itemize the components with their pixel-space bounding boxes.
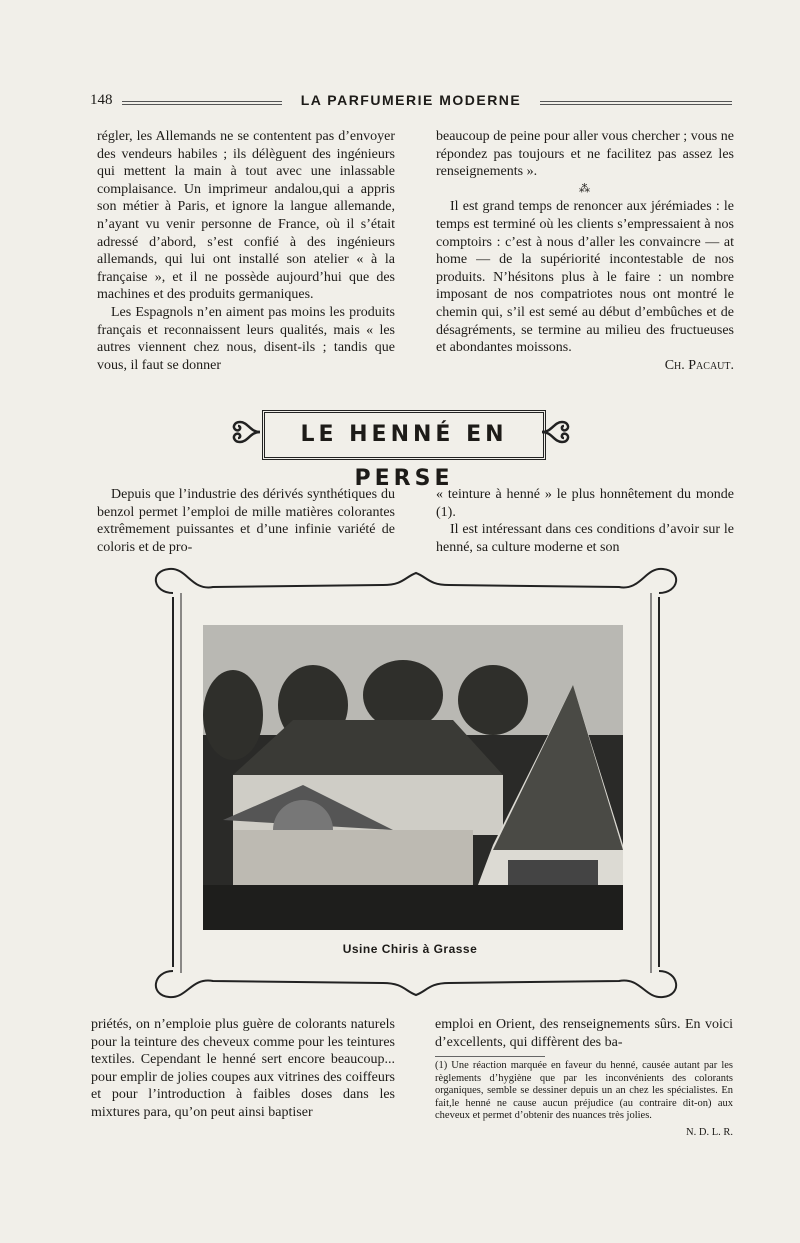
ornament-right-icon: [540, 414, 574, 450]
footnote-initials: N. D. L. R.: [686, 1126, 733, 1138]
intro-right-column: [436, 486, 734, 556]
figure-caption: Usine Chiris à Grasse: [342, 942, 478, 956]
continuation-left-column: [91, 1016, 395, 1122]
paragraph: Il est intéressant dans ces conditions d’avoir sur le henné, sa culture moderne et son: [436, 522, 734, 555]
header-rule-right: [540, 101, 732, 105]
paragraph: emploi en Orient, des renseignements sûrs. En voici d’excellents, qui diffèrent des ba-: [435, 1017, 733, 1050]
paragraph: priétés, on n’emploie plus guère de colorants naturels pour la teinture des cheveux comme pour les teintures textiles. Cependant le henné sert encore beaucoup... pour emplir de jolies coupes aux vitrines des coiffeurs et pour l’introduction à faibles doses dans les mixtures para, qu’on peut ainsi baptiser: [91, 1017, 395, 1120]
paragraph: Il est grand temps de renoncer aux jérémiades : le temps est terminé où les clients s’empressaient à nos comptoirs : c’est à nous d’aller les convaincre — at home — de la supériorité incontestable de nos produits. N’hésitons plus à le faire : un nombre imposant de nos compatriotes nous ont montré le chemin qui, s’il est semé au début d’embûches et de désagréments, se termine au milieu des fructueuses et abondantes moissons.: [436, 199, 734, 356]
paragraph: régler, les Allemands ne se contentent pas d’envoyer des vendeurs habiles ; ils délèguent des ingénieurs qui mettent la main à tout avec une inlassable complaisance. Un imprimeur andalou,qui a appris son métier à Paris, et ignore la langue allemande, n’ayant vu venir personne de France, où il s’était adressé d’abord, s’est confié à des ingénieurs allemands, qui lui ont installé son atelier « à la française », et il ne possède aujourd’hui que des machines et des produits germaniques.: [97, 129, 395, 303]
paragraph: Les Espagnols n’en aiment pas moins les produits français et reconnaissent leurs qualités, mais « les autres viennent chez nous, disent-ils ; tandis que vous, il faut se donner: [97, 304, 395, 373]
article-title-box: [262, 410, 546, 491]
top-left-column: [97, 128, 395, 374]
footnote-rule: [435, 1056, 545, 1057]
journal-title: LA PARFUMERIE MODERNE: [300, 92, 522, 108]
footnote: [435, 1060, 733, 1139]
signature: Ch. Pacaut.: [664, 357, 734, 373]
top-right-column: [436, 128, 734, 374]
article-title: LE HENNÉ EN PERSE: [300, 422, 508, 491]
footnote-text: (1) Une réaction marquée en faveur du henné, causée autant par les règlements d’hygiène que par les inconvénients des colorants organiques, semble se dessiner depuis un an chez les spécialistes. En fait,le henné ne cause aucun préjudice (au contraire dit-on) aux cheveux et permet d’obtenir des nuances très jolies.: [435, 1060, 733, 1121]
running-head: [90, 92, 732, 112]
ornament-left-icon: [228, 414, 262, 450]
asterism-separator: ⁂: [579, 182, 591, 195]
page-number: 148: [90, 92, 113, 108]
intro-left-column: [97, 486, 395, 556]
factory-photo: [203, 625, 623, 930]
paragraph: beaucoup de peine pour aller vous chercher ; vous ne répondez pas toujours et ne facilitez pas assez les renseignements ».: [436, 129, 734, 180]
continuation-right-column: [435, 1016, 733, 1051]
paragraph: Depuis que l’industrie des dérivés synthétiques du benzol permet l’emploi de mille matières colorantes extrêmement puissantes et d’une infinie variété de coloris et de pro-: [97, 487, 395, 555]
paragraph: « teinture à henné » le plus honnêtement du monde (1).: [436, 487, 734, 520]
